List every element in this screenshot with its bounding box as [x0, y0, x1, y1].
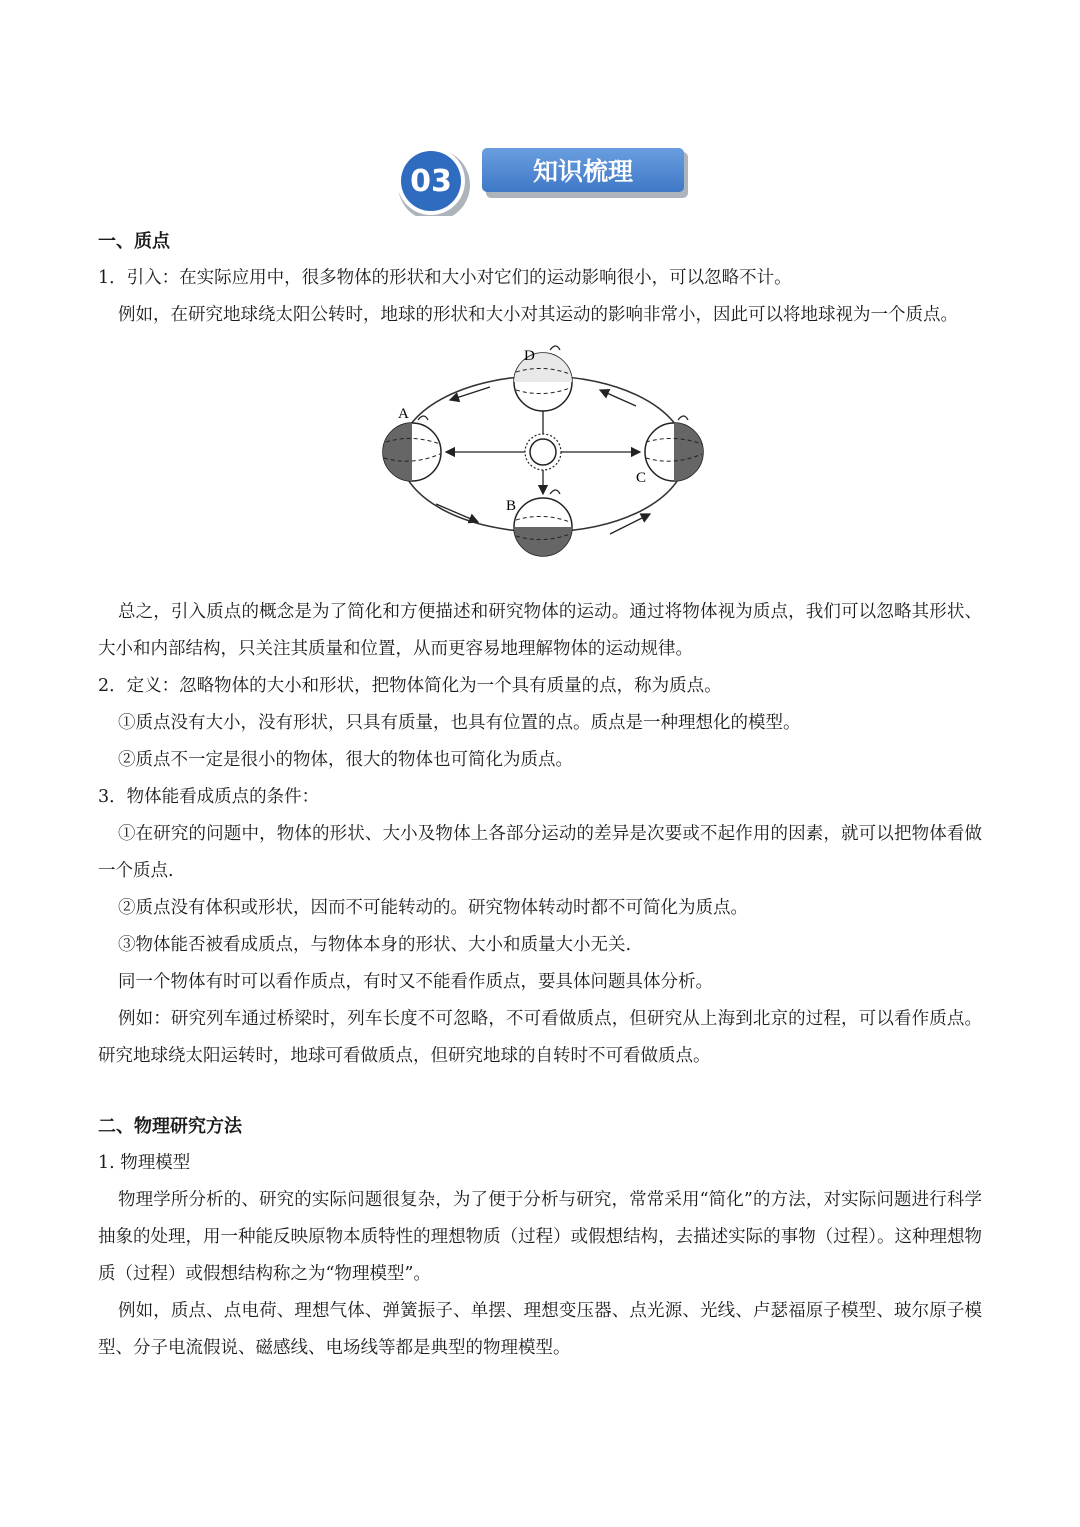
section-number-badge: 03: [410, 163, 452, 199]
paragraph-example-earth: 例如，在研究地球绕太阳公转时，地球的形状和大小对其运动的影响非常小，因此可以将地球视为一个质点。: [118, 305, 958, 325]
paragraph-condition-1: ①在研究的问题中，物体的形状、大小及物体上各部分运动的差异是次要或不起作用的因素，就可以把物体看做一个质点.: [98, 824, 982, 881]
sun-icon: [525, 434, 561, 470]
paragraph-analysis: 同一个物体有时可以看作质点，有时又不能看作质点，要具体问题具体分析。: [118, 972, 713, 992]
earth-globe-d: [514, 353, 572, 411]
heading-mass-point: 一、质点: [98, 231, 170, 252]
earth-globe-c: [645, 423, 703, 481]
paragraph-example-train: 例如：研究列车通过桥梁时，列车长度不可忽略，不可看做质点，但研究从上海到北京的过程，可以看作质点。研究地球绕太阳运转时，地球可看做质点，但研究地球的自转时不可看做质点。: [98, 1009, 982, 1066]
earth-orbit-figure: [98, 342, 982, 594]
paragraph-model-examples: 例如，质点、点电荷、理想气体、弹簧振子、单摆、理想变压器、点光源、光线、卢瑟福原子模型、玻尔原子模型、分子电流假说、磁感线、电场线等都是典型的物理模型。: [98, 1301, 982, 1358]
heading-research-methods: 二、物理研究方法: [98, 1116, 242, 1137]
paragraph-intro: 1．引入：在实际应用中，很多物体的形状和大小对它们的运动影响很小，可以忽略不计。: [98, 268, 792, 288]
section-header: [390, 140, 690, 216]
paragraph-summary: 总之，引入质点的概念是为了简化和方便描述和研究物体的运动。通过将物体视为质点，我们可以忽略其形状、大小和内部结构，只关注其质量和位置，从而更容易地理解物体的运动规律。: [98, 602, 982, 659]
paragraph-point-2: ②质点不一定是很小的物体，很大的物体也可简化为质点。: [118, 750, 573, 770]
label-d: D: [524, 348, 535, 364]
earth-globe-a: [383, 423, 441, 481]
paragraph-condition-2: ②质点没有体积或形状，因而不可能转动的。研究物体转动时都不可简化为质点。: [118, 898, 748, 918]
paragraph-point-1: ①质点没有大小，没有形状，只具有质量，也具有位置的点。质点是一种理想化的模型。: [118, 713, 801, 733]
label-b: B: [506, 498, 517, 514]
paragraph-conditions-title: 3．物体能看成质点的条件：: [98, 787, 320, 807]
paragraph-model-definition: 物理学所分析的、研究的实际问题很复杂，为了便于分析与研究，常常采用“简化”的方法，对实际问题进行科学抽象的处理，用一种能反映原物本质特性的理想物质（过程）或假想结构，去描述实际的事物（过程）。这种理想物质（过程）或假想结构称之为“物理模型”。: [98, 1190, 982, 1284]
label-a: A: [398, 406, 409, 422]
earth-globe-b: [514, 498, 572, 556]
section-title-banner: 知识梳理: [532, 157, 633, 186]
earth-orbit-diagram: [378, 342, 708, 564]
label-c: C: [636, 470, 647, 486]
document-body: [98, 223, 982, 1367]
subheading-physical-model: 1. 物理模型: [98, 1153, 191, 1173]
paragraph-condition-3: ③物体能否被看成质点，与物体本身的形状、大小和质量大小无关.: [118, 935, 632, 955]
paragraph-definition: 2．定义：忽略物体的大小和形状，把物体简化为一个具有质量的点，称为质点。: [98, 676, 722, 696]
